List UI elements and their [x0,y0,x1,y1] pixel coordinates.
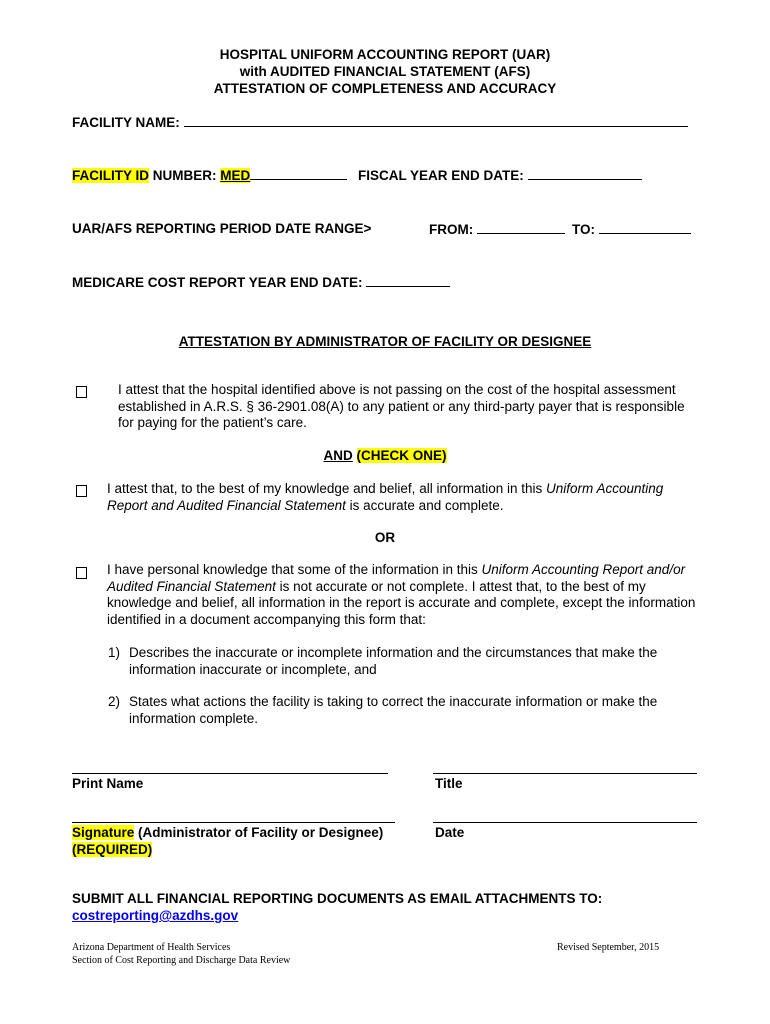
email-row [72,907,238,925]
facility-id-label-highlight: FACILITY ID [72,168,150,183]
item2-text-pre: I attest that, to the best of my knowledge and belief, all information in this [107,481,546,496]
signature-label-highlight: Signature [72,825,135,840]
item2-text-italic: Uniform Accounting Report and Audited Financial Statement [107,481,664,513]
reporting-period-label: UAR/AFS REPORTING PERIOD DATE RANGE> [72,221,372,236]
fiscal-year-label: FISCAL YEAR END DATE: [358,168,524,183]
attest-accurate-complete-checkbox[interactable] [76,485,87,497]
facility-id-label: NUMBER: [149,168,221,183]
item3-text-pre: I have personal knowledge that some of the information in this [107,562,482,577]
email-link[interactable]: costreporting@azdhs.gov [72,908,239,923]
to-label: TO: [572,222,595,237]
date-label: Date [435,825,465,840]
facility-id-row [72,167,347,183]
item2-text-post: is accurate and complete. [345,497,504,513]
form-title-line-2: with AUDITED FINANCIAL STATEMENT (AFS) [239,64,531,79]
facility-name-label: FACILITY NAME: [72,115,180,130]
title-label: Title [435,776,463,791]
signature-line[interactable] [72,822,395,823]
or-separator: OR [374,530,396,545]
footer-revised: Revised September, 2015 [557,942,660,953]
medicare-label: MEDICARE COST REPORT YEAR END DATE: [72,275,363,290]
signature-label [72,825,383,840]
sub-item-2-text: States what actions the facility is taking to correct the inaccurate information or make the information complete. [129,694,658,726]
submit-instruction: SUBMIT ALL FINANCIAL REPORTING DOCUMENTS AS EMAIL ATTACHMENTS TO: [72,891,603,906]
from-label: FROM: [429,222,474,237]
facility-name-field[interactable] [184,114,688,127]
sub-item-1-text: Describes the inaccurate or incomplete information and the circumstances that make the information inaccurate or incomplete, and [129,645,658,677]
print-name-line[interactable] [72,773,388,774]
date-line[interactable] [433,822,697,823]
attest-not-passing-cost-checkbox[interactable] [76,386,87,398]
check-one-label: (CHECK ONE) [356,448,447,463]
signature-label-rest: (Administrator of Facility or Designee) [134,825,384,840]
item3-text-italic: Uniform Accounting Report and/or Audited Financial Statement [107,562,686,594]
medicare-row [72,274,450,290]
print-name-label: Print Name [72,776,144,791]
from-row [429,221,565,237]
footer-org-line-2: Section of Cost Reporting and Discharge Data Review [72,955,291,966]
attest-not-accurate-text [107,562,703,628]
sub-item-1-number: 1) [108,645,121,660]
and-word: AND [323,448,353,463]
form-title-line-1: HOSPITAL UNIFORM ACCOUNTING REPORT (UAR) [219,47,551,62]
footer-org-line-1: Arizona Department of Health Services [72,942,231,953]
required-label [72,842,152,857]
facility-name-row [72,114,688,130]
sub-item-2-number: 2) [108,694,121,709]
facility-id-field[interactable] [250,167,347,180]
title-line[interactable] [433,773,697,774]
fiscal-year-field[interactable] [528,167,642,180]
and-check-one [0,448,770,463]
required-label-text: (REQUIRED) [72,842,153,857]
attest-not-passing-cost-text: I attest that the hospital identified above is not passing on the cost of the hospital assessment established in A.R.S. § 36-2901.08(A) to any patient or any third-party payer that is responsible for paying for the patient’s care. [118,382,685,430]
facility-id-prefix: MED [220,168,251,183]
medicare-date-field[interactable] [366,274,450,287]
from-date-field[interactable] [477,221,565,234]
form-title-line-3: ATTESTATION OF COMPLETENESS AND ACCURACY [213,81,557,96]
attest-not-accurate-checkbox[interactable] [76,567,87,579]
to-date-field[interactable] [599,221,691,234]
item3-text-post: is not accurate or not complete. I attest that, to the best of my knowledge and belief, all information in the report is accurate and complete, except the information identified in a document accompanying this form that: [107,578,696,627]
attest-accurate-complete-text [107,481,703,514]
to-row [572,221,691,237]
attestation-heading: ATTESTATION BY ADMINISTRATOR OF FACILITY OR DESIGNEE [178,334,592,349]
fiscal-year-row [358,167,642,183]
